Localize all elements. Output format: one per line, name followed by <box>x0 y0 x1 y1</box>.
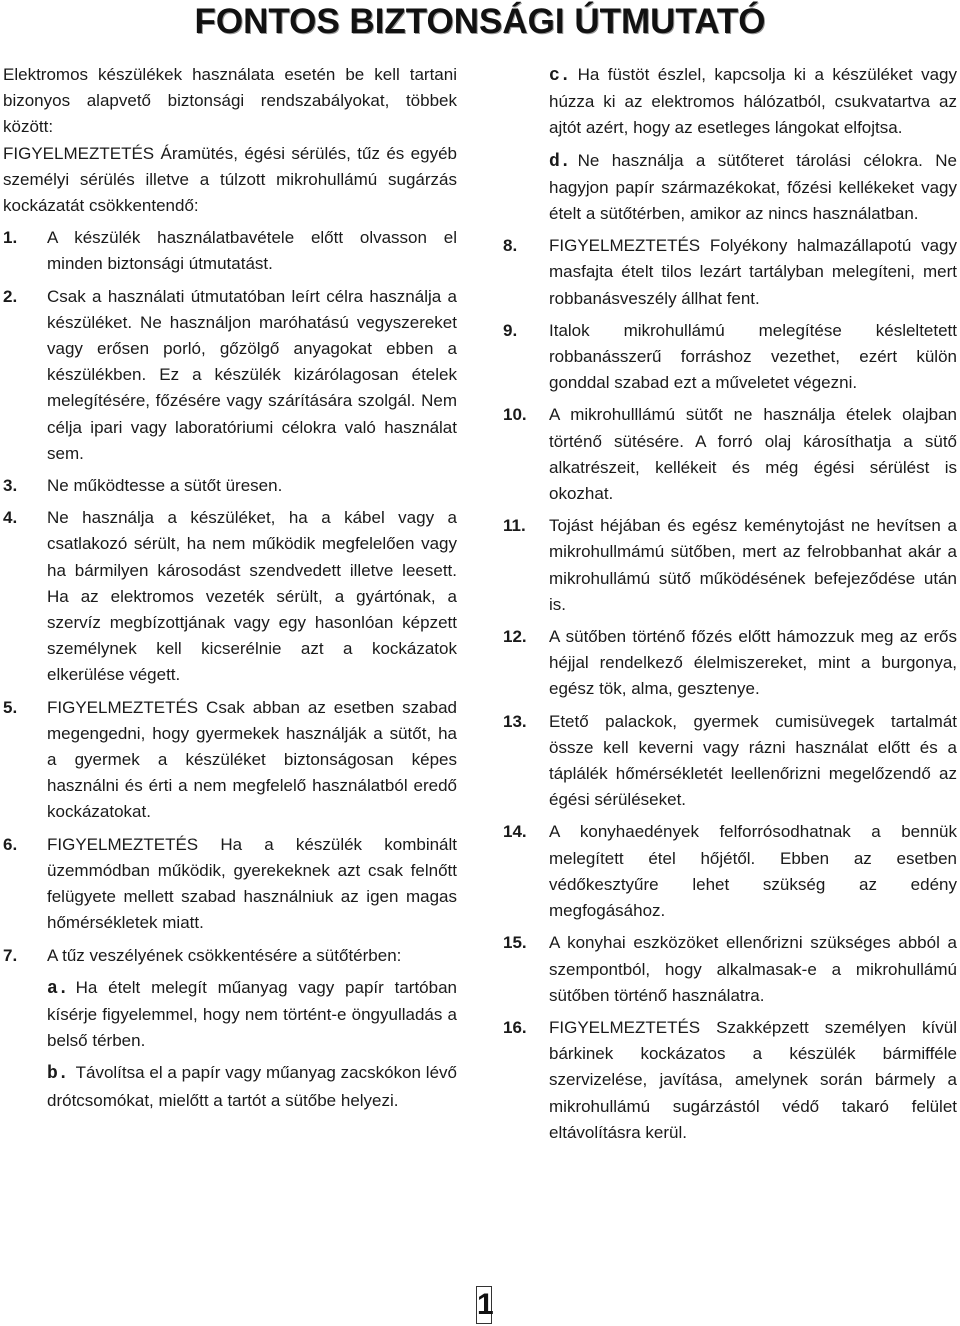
warning-paragraph: FIGYELMEZTETÉS Áramütés, égési sérülés, tűz és egyéb személyi sérülés illetve a túlzott mikrohullámú sugárzás kockázatát csökkentendő: <box>3 143 457 216</box>
sub-item <box>47 1060 457 1113</box>
list-item <box>503 819 957 924</box>
sub-item-text: Távolítsa el a papír vagy műanyag zacskókon lévő drótcsomókat, mielőtt a tartót a sütőbe helyezi. <box>47 1063 457 1110</box>
list-item <box>503 513 957 618</box>
item-number: 13. <box>503 711 527 731</box>
page-number: 1 <box>476 1286 492 1324</box>
item-text: A konyhai eszközöket ellenőrizni szükséges abból a szempontból, hogy alkalmasak-e a mikrohullámú sütőben történő használatra. <box>549 933 957 1005</box>
sub-item-text: Ha ételt melegít műanyag vagy papír tartóban kísérje figyelemmel, hogy nem történt-e öngyulladás a belső térben. <box>47 977 457 1051</box>
item-text: A tűz veszélyének csökkentésére a sütőtérben: <box>47 945 402 965</box>
sub-item-letter: b. <box>47 1064 69 1085</box>
page-title: FONTOS BIZTONSÁGI ÚTMUTATÓ <box>194 2 766 41</box>
item-number: 1. <box>3 228 18 248</box>
left-column <box>3 62 457 1114</box>
list-item <box>3 695 457 826</box>
list-item <box>503 233 957 312</box>
list-item <box>503 624 957 703</box>
item-text: A konyhaedények felforrósodhatnak a bennük melegített étel hőjétől. Ebben az esetben védőkesztyűre lehet szükség az edény megfogásához. <box>549 822 957 921</box>
sub-item-letter: c. <box>549 66 571 86</box>
item-number: 6. <box>3 834 18 854</box>
item-text: A sütőben történő főzés előtt hámozzuk meg az erős héjjal rendelkező élelmiszereket, mint a burgonya, egész tök, alma, gesztenye. <box>549 627 957 699</box>
list-item <box>3 284 457 467</box>
item-number: 10. <box>503 405 527 425</box>
list-item <box>503 930 957 1009</box>
list-item <box>3 505 457 688</box>
sub-item <box>549 148 957 228</box>
item-number: 12. <box>503 627 527 647</box>
item-text: Ne működtesse a sütőt üresen. <box>47 476 283 496</box>
item-number: 15. <box>503 933 527 953</box>
item-text: Etető palackok, gyermek cumisüvegek tartalmát össze kell keverni vagy rázni használat előtt és a táplálék hőmérsékletét leellenőrizni megelőzendő az égési sérüléseket. <box>549 711 957 810</box>
list-item <box>503 402 957 507</box>
list-item <box>503 318 957 397</box>
item-text: Ne használja a készüléket, ha a kábel vagy a csatlakozó sérült, ha nem működik megfelelően vagy ha bármilyen károsodást szendvedett illetve leesett. Ha az elektromos vezeték sérült, a gyártónak, a szervíz megbízottjának vagy egy hasonlóan képzett személynek kell kicserélnie azt a kockázatok elkerülése végett. <box>47 508 457 685</box>
item-number: 14. <box>503 822 527 842</box>
item-text: Csak a használati útmutatóban leírt célra használja a készüléket. Ne használjon maróhatású vegyszereket vagy erősen porló, gőzölgő anyagokat ebben a készülékben. Ez a készülék kizárólagosan ételek melegítésére, főzésére vagy szárítására szolgál. Nem célja ipari vagy laboratóriumi célokra való használat sem. <box>47 286 457 463</box>
item-text: A készülék használatbavétele előtt olvasson el minden biztonsági útmutatást. <box>47 228 457 274</box>
list-item <box>503 1015 957 1146</box>
list-item <box>3 225 457 277</box>
item-text: Tojást héjában és egész keménytojást ne hevítsen a mikrohullmámú sütőben, mert az felrobbanhat akár a mikrohullámú sütő működésének befejeződése után is. <box>549 516 957 614</box>
item-text: FIGYELMEZTETÉS Csak abban az esetben szabad megengedni, hogy gyermekek használják a sütőt, ha a gyermek a készüléket biztonságosan képes használni és érti a nem megfelelő használatból eredő kockázatokat. <box>47 697 457 822</box>
list-item <box>3 473 457 499</box>
item-number: 5. <box>3 697 18 717</box>
sub-item-letter: a. <box>47 978 69 999</box>
list-item <box>3 832 457 937</box>
item-text: FIGYELMEZTETÉS Szakképzett személyen kívül bárkinek kockázatos a készülék bármifféle szervizelése, javítása, amelynek során bármely a mikrohullámú sugárzástól védő takaró felület eltávolításra kerül. <box>549 1017 957 1142</box>
item-text: FIGYELMEZTETÉS Folyékony halmazállapotú vagy masfajta ételt tilos lezárt tartályban melegíteni, mert robbanásveszély állhat fent. <box>549 236 957 308</box>
item-number: 9. <box>503 320 518 340</box>
item-number: 3. <box>3 476 18 496</box>
item-number: 11. <box>503 516 526 536</box>
sub-item-text: Ha füstöt észlel, kapcsolja ki a készüléket vagy húzza ki az elektromos hálózatból, csukvatartva az ajtót azért, hogy az esetleges lángokat elfojtsa. <box>549 65 957 138</box>
sub-item <box>549 62 957 142</box>
item-text: FIGYELMEZTETÉS Ha a készülék kombinált üzemmódban működik, gyerekeknek azt csak felnőtt felügyete mellett szabad használniuk az igen magas hőmérsékletek miatt. <box>47 834 457 933</box>
sub-item-text: Ne használja a sütőteret tárolási célokra. Ne hagyjon papír származékokat, főzési kellékeket vagy ételt a sütőtérben, amikor az nincs használatban. <box>549 150 957 224</box>
item-text: Italok mikrohullámú melegítése késleltetett robbanásszerű forráshoz vezethet, ezért külön gonddal szabad ezt a műveletet végezni. <box>549 320 957 393</box>
item-text: A mikrohulllámú sütőt ne használja ételek olajban történő sütésére. A forró olaj károsíthatja a sütő alkatrészeit, kellékeit és még égési sérülést is okozhat. <box>549 405 957 504</box>
item-number: 2. <box>3 286 18 306</box>
sub-item <box>47 975 457 1055</box>
list-item <box>3 943 457 969</box>
sub-item-letter: d. <box>549 151 571 172</box>
item-number: 16. <box>503 1017 527 1037</box>
right-column <box>503 62 957 1146</box>
item-number: 8. <box>503 236 518 256</box>
list-item <box>503 709 957 814</box>
item-number: 4. <box>3 508 18 528</box>
item-number: 7. <box>3 945 18 965</box>
intro-paragraph: Elektromos készülékek használata esetén be kell tartani bizonyos alapvető biztonsági rendszabályokat, többek között: <box>3 65 457 137</box>
